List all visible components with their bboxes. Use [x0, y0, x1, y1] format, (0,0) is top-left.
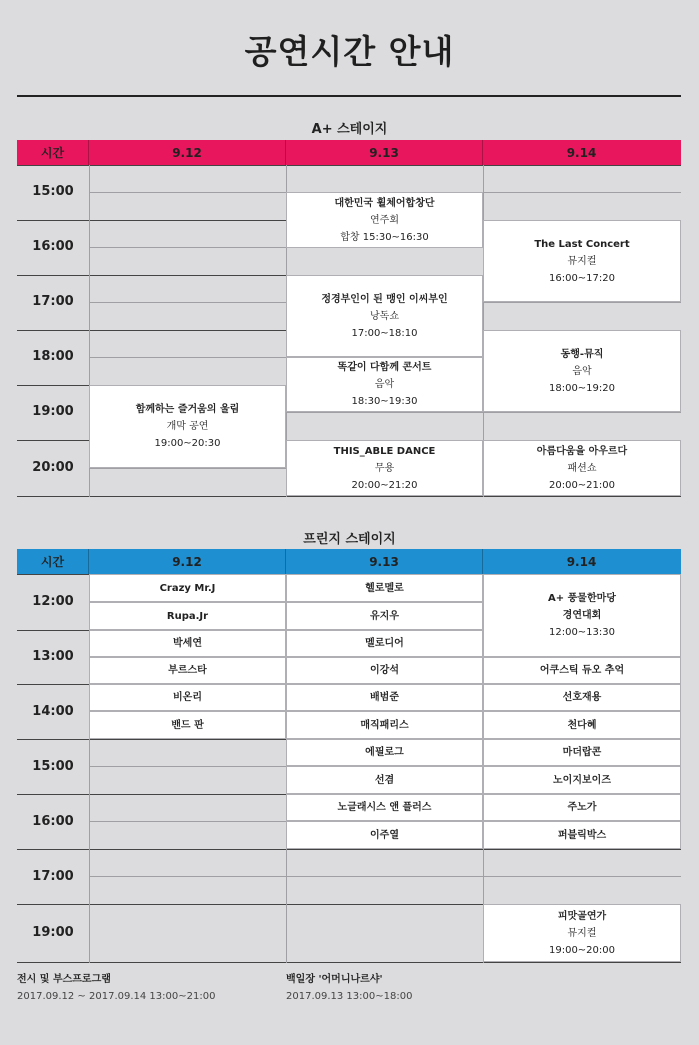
performer-cell[interactable] — [286, 766, 483, 794]
performer-cell[interactable] — [483, 766, 681, 794]
performer-name: Crazy Mr.J — [159, 582, 216, 594]
hour-label: 15:00 — [32, 759, 74, 774]
hour-label: 18:00 — [32, 349, 74, 364]
event-genre: 연주회 — [370, 214, 399, 226]
performer-name: 천다혜 — [567, 719, 597, 731]
footer-exhibition — [17, 970, 215, 1002]
event-time: 20:00~21:00 — [548, 479, 615, 491]
performer-name: 어쿠스틱 듀오 추억 — [539, 665, 625, 676]
event-time: 12:00~13:30 — [548, 627, 615, 638]
performer-cell[interactable] — [89, 657, 286, 684]
event-name: 똑같이 다함께 콘서트 — [337, 362, 432, 373]
event-genre: 음악 — [374, 379, 395, 390]
footer-exhibition-date: 2017.09.12 ~ 2017.09.14 13:00~21:00 — [17, 991, 216, 1002]
performer-cell[interactable] — [89, 630, 286, 657]
event-time: 19:00~20:30 — [154, 438, 221, 449]
performer-name: 매직패리스 — [360, 719, 409, 731]
time-header: 시간 — [17, 140, 89, 165]
event-name: 정경부인이 된 맹인 이씨부인 — [321, 293, 448, 305]
performer-name: 마더랍콘 — [562, 747, 602, 758]
performer-cell[interactable] — [483, 684, 681, 711]
event-time: 18:00~19:20 — [548, 382, 615, 394]
event-name-line2: 경연대회 — [562, 610, 602, 621]
time-header: 시간 — [17, 549, 89, 574]
event-genre: 패션쇼 — [567, 462, 597, 474]
footer-contest-title: 백일장 '어머니나르샤' — [286, 974, 383, 985]
performer-cell[interactable] — [286, 684, 483, 711]
performer-cell[interactable] — [89, 602, 286, 630]
event-time: 합창 15:30~16:30 — [340, 231, 429, 243]
hour-label: 14:00 — [32, 704, 74, 719]
performer-cell[interactable] — [483, 711, 681, 739]
event-name: 피맛골연가 — [557, 910, 607, 922]
date-header-3: 9.14 — [566, 145, 597, 160]
event-cell[interactable] — [483, 220, 681, 302]
event-genre: 음악 — [572, 365, 592, 377]
event-cell[interactable] — [286, 275, 483, 357]
performer-name: Rupa.Jr — [166, 610, 209, 622]
performer-cell[interactable] — [89, 711, 286, 739]
performer-cell[interactable] — [483, 739, 681, 766]
performer-cell[interactable] — [89, 574, 286, 602]
event-name: 대한민국 휠체어합창단 — [334, 197, 435, 209]
event-cell[interactable] — [89, 385, 286, 468]
hour-label: 16:00 — [32, 814, 74, 829]
date-header-2: 9.13 — [286, 549, 483, 574]
title-rule — [17, 95, 681, 97]
performer-name: 선호재용 — [562, 692, 602, 703]
hour-label: 12:00 — [32, 594, 74, 609]
performer-name: 유지우 — [370, 610, 399, 622]
hour-label: 19:00 — [32, 925, 74, 940]
event-name: The Last Concert — [534, 238, 630, 250]
event-genre: 뮤지컬 — [567, 255, 597, 267]
performer-name: 퍼블릭박스 — [557, 829, 607, 841]
event-cell[interactable] — [483, 330, 681, 412]
event-time: 16:00~17:20 — [548, 272, 615, 284]
event-name: 동행-뮤직 — [560, 348, 604, 360]
performer-cell[interactable] — [286, 821, 483, 849]
event-name: 함께하는 즐거움의 울림 — [135, 404, 240, 415]
performer-cell[interactable] — [483, 821, 681, 849]
astage-header — [17, 140, 681, 165]
event-cell[interactable] — [483, 574, 681, 657]
date-header-1: 9.12 — [89, 549, 286, 574]
astage-grid — [17, 165, 681, 497]
event-time: 17:00~18:10 — [351, 327, 418, 339]
performer-cell[interactable] — [483, 657, 681, 684]
performer-name: 에필로그 — [365, 747, 404, 758]
footer-exhibition-title: 전시 및 부스프로그램 — [17, 974, 111, 985]
date-header-3: 9.14 — [566, 554, 597, 569]
footer-contest-date: 2017.09.13 13:00~18:00 — [286, 991, 413, 1002]
performer-cell[interactable] — [286, 739, 483, 766]
event-cell[interactable] — [483, 440, 681, 496]
event-name: 아름다움을 아우르다 — [536, 445, 628, 457]
performer-name: 노이지보이즈 — [553, 774, 611, 786]
event-genre: 개막 공연 — [166, 421, 209, 432]
event-cell[interactable] — [286, 357, 483, 412]
hour-label: 19:00 — [32, 404, 74, 419]
event-genre: 무용 — [374, 462, 395, 474]
performer-cell[interactable] — [286, 711, 483, 739]
event-genre: 뮤지컬 — [567, 927, 597, 939]
astage-title: A+ 스테이지 — [311, 122, 388, 137]
performer-name: 멜로디어 — [365, 638, 404, 649]
event-name: A+ 풍물한마당 — [548, 593, 616, 604]
event-name: THIS_ABLE DANCE — [333, 445, 436, 457]
event-cell[interactable] — [286, 192, 483, 248]
footer-writing-contest — [286, 970, 412, 1002]
performer-name: 배범준 — [370, 692, 399, 703]
performer-name: 이주열 — [370, 829, 399, 841]
performer-name: 선겸 — [374, 774, 395, 786]
page-title: 공연시간 안내 — [244, 32, 455, 71]
event-time: 18:30~19:30 — [351, 396, 418, 407]
date-header-2: 9.13 — [286, 140, 483, 165]
performer-name: 비온리 — [173, 692, 202, 703]
event-cell[interactable] — [286, 440, 483, 496]
performer-name: 박세연 — [173, 638, 202, 649]
performer-name: 이강석 — [370, 665, 399, 676]
performer-name: 노글래시스 앤 플러스 — [337, 802, 432, 813]
performer-cell[interactable] — [286, 602, 483, 630]
fringe-header — [17, 549, 681, 574]
event-cell[interactable] — [483, 904, 681, 962]
performer-cell[interactable] — [286, 574, 483, 602]
fringe-grid — [17, 574, 681, 963]
performer-cell[interactable] — [286, 630, 483, 657]
event-time: 19:00~20:00 — [548, 944, 615, 956]
hour-label: 15:00 — [32, 184, 74, 199]
performer-name: 주노가 — [567, 802, 597, 813]
hour-label: 20:00 — [32, 460, 74, 475]
performer-cell[interactable] — [483, 794, 681, 821]
performer-name: 부르스타 — [168, 665, 207, 676]
fringe-title: 프린지 스테이지 — [303, 532, 396, 547]
date-header-1: 9.12 — [89, 140, 286, 165]
event-genre: 낭독쇼 — [370, 310, 399, 322]
hour-label: 16:00 — [32, 239, 74, 254]
event-time: 20:00~21:20 — [351, 479, 418, 491]
performer-name: 헬로멜로 — [365, 582, 404, 594]
performer-cell[interactable] — [89, 684, 286, 711]
performer-name: 밴드 판 — [171, 719, 204, 731]
hour-label: 17:00 — [32, 294, 74, 309]
hour-label: 13:00 — [32, 649, 74, 664]
performer-cell[interactable] — [286, 794, 483, 821]
hour-label: 17:00 — [32, 869, 74, 884]
performer-cell[interactable] — [286, 657, 483, 684]
